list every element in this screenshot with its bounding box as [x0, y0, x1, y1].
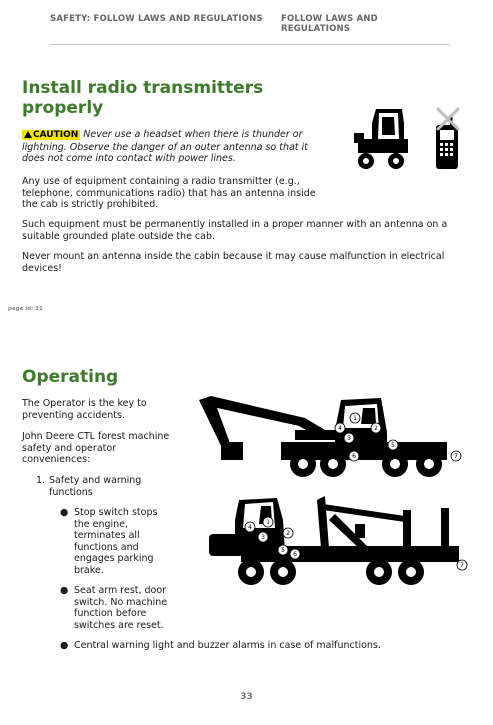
paragraph-radio-2: Such equipment must be permanently installed in a proper manner with an antenna on a suitable grounded plate outside the cab.	[22, 219, 448, 242]
bullet-icon: ●	[60, 585, 69, 596]
page-header	[50, 14, 450, 34]
callout-label: 6	[293, 551, 297, 559]
caution-paragraph	[22, 129, 322, 165]
paragraph-radio-1: Any use of equipment containing a radio transmitter (e.g., telephone, communications radio) that has an antenna inside the cab is strictly prohibited.	[22, 176, 316, 210]
callout-label: 1	[266, 519, 270, 527]
callout-label: 5	[391, 442, 395, 450]
callout-label: 4	[338, 425, 342, 433]
callout-label: 5	[281, 547, 285, 555]
bullet-warning-light: ● Central warning light and buzzer alarms in case of malfunctions.	[60, 640, 381, 651]
phone-icon	[436, 115, 458, 169]
bullet-icon: ●	[60, 640, 69, 651]
callout-label: 3	[347, 435, 351, 443]
paragraph-operating-1: The Operator is the key to preventing accidents.	[22, 398, 147, 421]
callout-label: 6	[352, 453, 356, 461]
bullet-arm-rest: ● Seat arm rest, door switch. No machine function before switches are reset.	[60, 585, 168, 631]
caution-badge: CAUTION	[22, 130, 80, 140]
no-radio-in-cab-illustration	[352, 103, 467, 175]
header-divider	[50, 44, 450, 45]
cab-icon	[354, 109, 408, 169]
paragraph-operating-2: John Deere CTL forest machine safety and operator conveniences:	[22, 431, 170, 465]
forwarder-illustration	[205, 490, 470, 590]
list-number: 1.	[36, 475, 46, 486]
section-title-radio: Install radio transmitters properly	[22, 78, 264, 118]
callout-label: 4	[248, 524, 252, 532]
warning-triangle-icon	[24, 131, 32, 138]
header-left: SAFETY: FOLLOW LAWS AND REGULATIONS	[50, 14, 263, 24]
list-item-safety: 1. Safety and warning functions	[36, 475, 142, 498]
page-number: 33	[240, 692, 253, 702]
caution-text: Never use a headset when there is thunder or lightning. Observe the danger of an outer antenna so that it does not come into contact with power lines.	[22, 129, 308, 164]
callout-label: 7	[460, 562, 464, 570]
bullet-stop-switch: ● Stop switch stops the engine, terminates all functions and engages parking brake.	[60, 507, 158, 576]
header-right: FOLLOW LAWS AND REGULATIONS	[281, 14, 378, 34]
bullet-icon: ●	[60, 507, 69, 518]
callout-label: 2	[374, 425, 378, 433]
callout-label: 3	[261, 534, 265, 542]
page-id-label: page id: 31	[8, 306, 43, 312]
paragraph-radio-3: Never mount an antenna inside the cabin because it may cause malfunction in electrical devices!	[22, 251, 445, 274]
section-title-operating: Operating	[22, 367, 119, 387]
callout-label: 1	[353, 415, 357, 423]
callout-label: 2	[286, 530, 290, 538]
harvester-illustration	[195, 390, 465, 482]
callout-label: 7	[454, 453, 458, 461]
